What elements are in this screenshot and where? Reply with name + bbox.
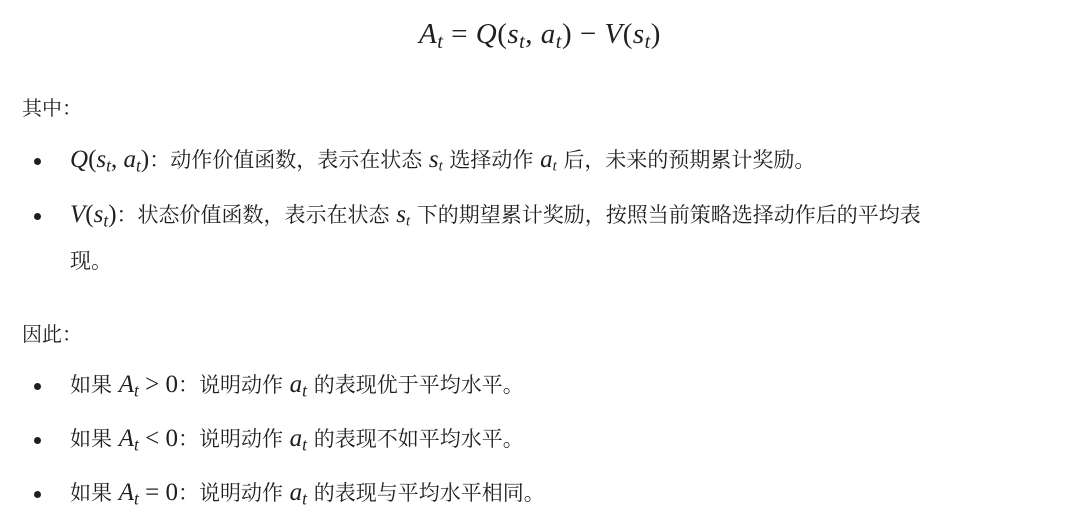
bullet-icon: [34, 383, 41, 390]
intro-label: 其中：: [22, 96, 82, 120]
document-page: $A_t = Q(s_t$, $a_t) - V(s_t)$ 其中： $Q(s_t$, $a_t$)：动作价值函数，表示在状态 $s_t$ 选择动作 $a_t$ 后，未来的预期累计奖励。 $V(s_t)$：状态价值函数，表示在状态 $s_t$ 下的期望累计奖励，按照当前策略选择动作后的平均表 现。 因此： 如果 $A_t > 0$：说明动作 $a_t$ 的表现优于平均水平。 如果 $A_t < 0$：说明动作 $a_t$ 的表现不如平均水平。 如果 $A_t = 0$：说明动作 $a_t$ 的表现与平均水平相同。: [0, 0, 1080, 516]
v-symbol: $V(s_t)$: [70, 201, 117, 231]
bullet-icon: [34, 213, 41, 220]
conclusion-label: 因此：: [22, 322, 82, 346]
q-symbol: $Q(s_t$, $a_t$): [70, 146, 150, 176]
bullet-icon: [34, 491, 41, 498]
bullet-icon: [34, 158, 41, 165]
advantage-formula: $A_t = Q(s_t$, $a_t) - V(s_t)$: [419, 18, 661, 54]
bullet-icon: [34, 437, 41, 444]
